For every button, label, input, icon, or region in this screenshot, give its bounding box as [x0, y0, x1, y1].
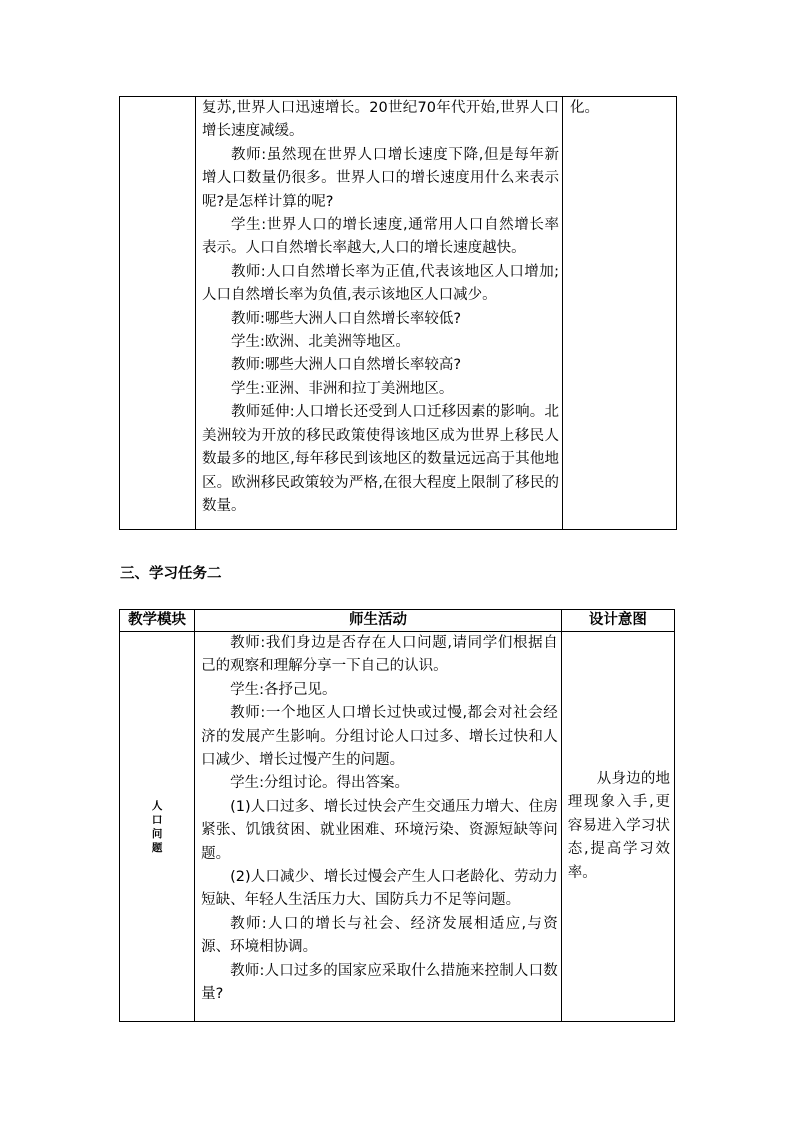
activity-paragraph: 教师:虽然现在世界人口增长速度下降,但是每年新增人口数量仍很多。世界人口的增长速度用什么来表示呢?是怎样计算的呢?: [202, 146, 559, 210]
section-heading: 三、学习任务二: [120, 566, 222, 582]
activity-paragraph: 教师:人口的增长与社会、经济发展相适应,与资源、环境相协调。: [201, 915, 558, 956]
activity-cell: [196, 97, 563, 530]
design-intent-cell: [561, 632, 674, 1022]
design-intent-text: 从身边的地理现象入手,更容易进入学习状态,提高学习效率。: [567, 770, 670, 881]
activity-cell: [195, 632, 562, 1022]
activity-paragraph: 教师:人口自然增长率为正值,代表该地区人口增加;人口自然增长率为负值,表示该地区人口减少。: [202, 263, 559, 304]
activity-paragraph: 教师:一个地区人口增长过快或过慢,都会对社会经济的发展产生影响。分组讨论人口过多、增长过快和人口减少、增长过慢产生的问题。: [201, 705, 558, 769]
activity-paragraph: 学生:各抒己见。: [230, 681, 337, 698]
activity-paragraph: (1)人口过多、增长过快会产生交通压力增大、住房紧张、饥饿贫困、就业困难、环境污染、资源短缺等问题。: [201, 798, 558, 862]
header-design-intent: 设计意图: [561, 610, 674, 632]
lesson-table-continued: [119, 96, 677, 530]
activity-paragraph: 学生:欧洲、北美洲等地区。: [231, 334, 410, 351]
activity-paragraph: 教师延伸:人口增长还受到人口迁移因素的影响。北美洲较为开放的移民政策使得该地区成为世界上移民人数最多的地区,每年移民到该地区的数量远远高于其他地区。欧洲移民政策较为严格,在很大程度上限制了移民的数量。: [202, 404, 559, 514]
activity-paragraph: 教师:哪些大洲人口自然增长率较低?: [231, 310, 462, 327]
activity-paragraph: (2)人口减少、增长过慢会产生人口老龄化、劳动力短缺、年轻人生活压力大、国防兵力不足等问题。: [201, 869, 558, 909]
activity-paragraph: 教师:哪些大洲人口自然增长率较高?: [231, 357, 462, 374]
activity-paragraph: 学生:分组讨论。得出答案。: [230, 775, 410, 792]
module-cell: [120, 632, 195, 1022]
activity-paragraph: 教师:人口过多的国家应采取什么措施来控制人口数量?: [201, 962, 558, 1003]
table-row: [120, 632, 675, 1022]
module-label: 人口问题: [151, 799, 163, 854]
table-header-row: [120, 610, 675, 632]
activity-paragraph: 教师:我们身边是否存在人口问题,请同学们根据自己的观察和理解分享一下自己的认识。: [201, 635, 558, 675]
activity-paragraph: 学生:亚洲、非洲和拉丁美洲地区。: [231, 380, 454, 397]
design-intent-cell: [563, 97, 677, 530]
design-intent-text: 化。: [570, 100, 599, 116]
header-teaching-module: 教学模块: [120, 610, 195, 632]
activity-paragraph: 学生:世界人口的增长速度,通常用人口自然增长率表示。人口自然增长率越大,人口的增长速度越快。: [202, 217, 559, 257]
lesson-table: [119, 609, 675, 1022]
module-cell: [120, 97, 196, 530]
activity-paragraph: 复苏,世界人口迅速增长。20世纪70年代开始,世界人口增长速度减缓。: [202, 100, 559, 140]
header-activities: 师生活动: [195, 610, 562, 632]
